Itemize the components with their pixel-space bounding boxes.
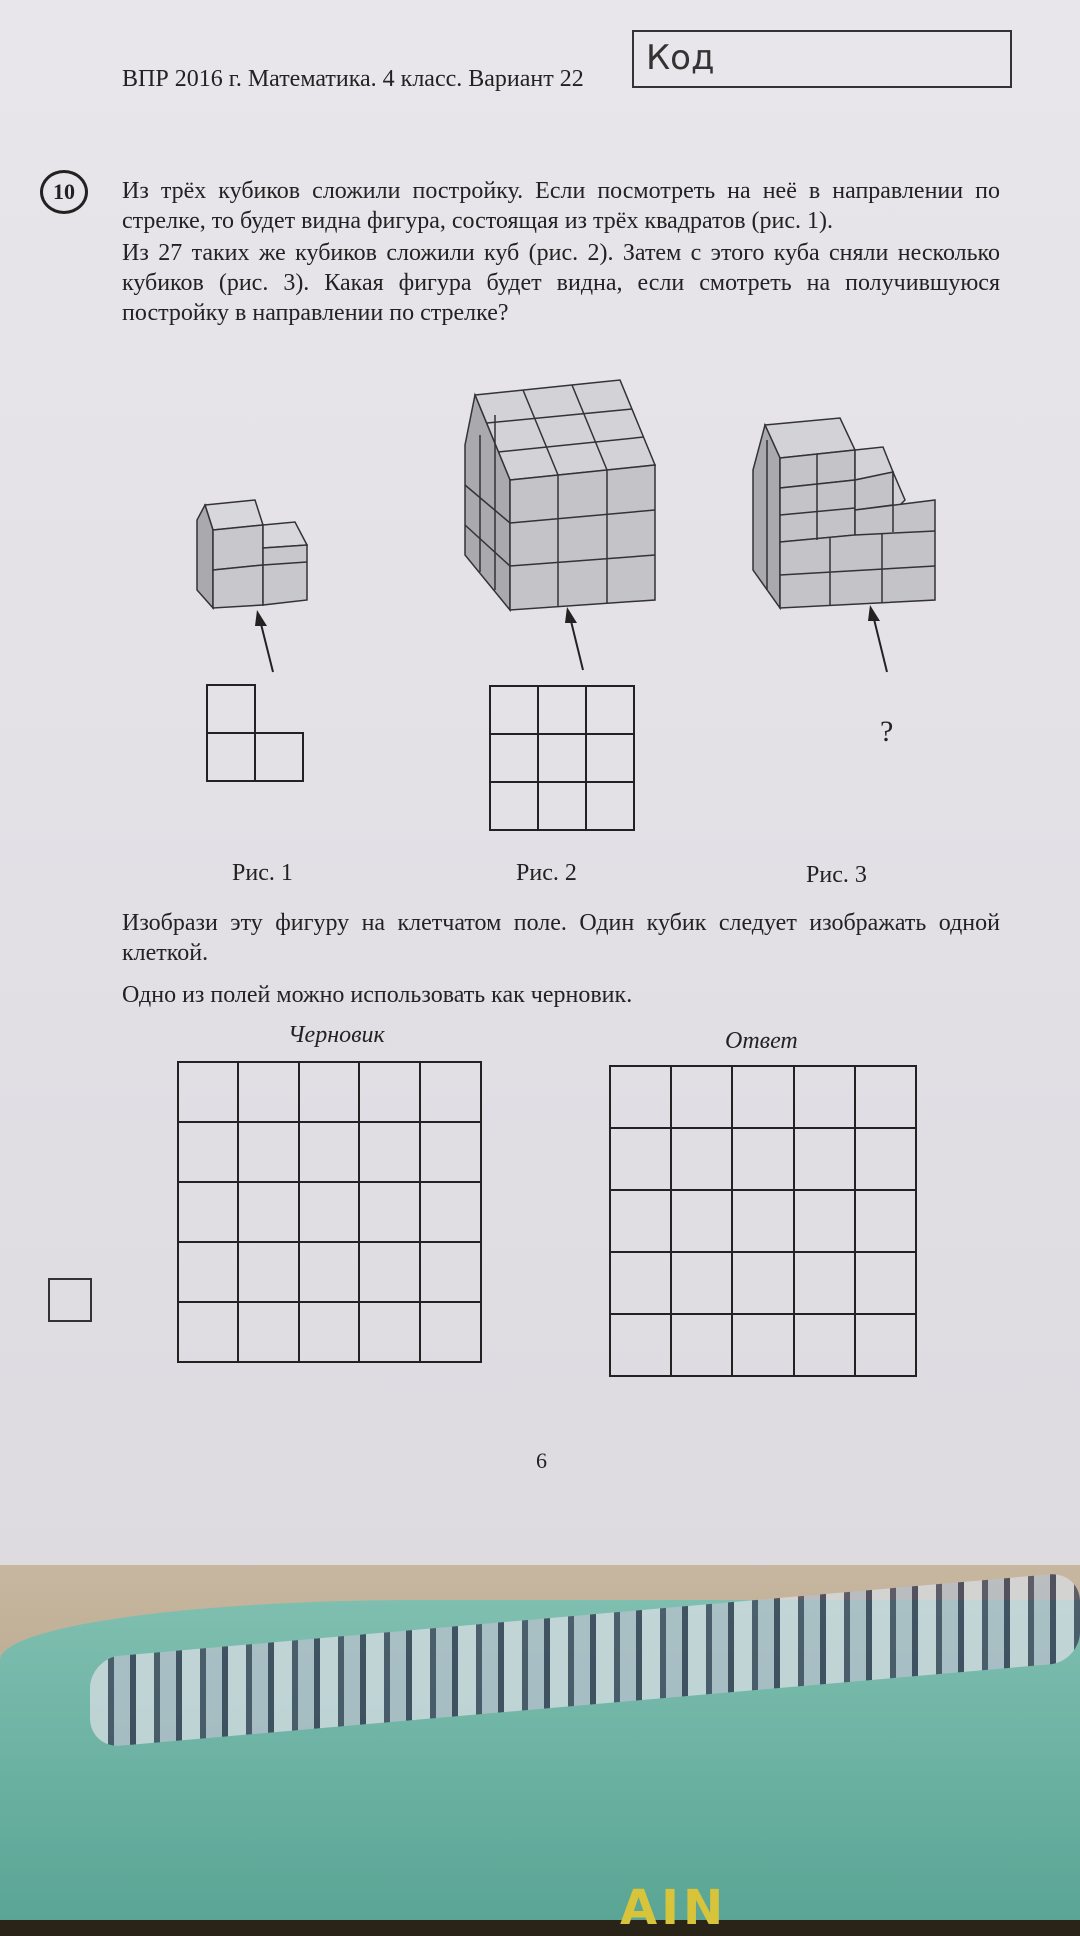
figure-1-arrow	[260, 620, 273, 672]
figure-3-question-mark: ?	[880, 715, 894, 748]
figure-1-drawing	[185, 480, 325, 680]
task-paragraph-1: Из трёх кубиков сложили постройку. Если посмотреть на неё в направлении по стрелке, то будет видна фигура, состоящая из трёх квадратов (рис. 1).	[122, 178, 1000, 234]
score-box[interactable]	[48, 1278, 92, 1322]
instruction-1: Изобрази эту фигуру на клетчатом поле. Один кубик следует изображать одной клеткой.	[122, 910, 1000, 966]
figure-3-drawing	[745, 410, 945, 680]
code-label: Код	[646, 38, 715, 78]
figure-2-arrow	[570, 617, 583, 670]
cloth-print: AIN	[620, 1880, 728, 1936]
answer-grid-title: Ответ	[725, 1028, 798, 1054]
figure-1-view	[205, 683, 305, 783]
figure-2-view	[488, 684, 638, 834]
figure-3-arrow	[873, 615, 887, 672]
figure-2-caption: Рис. 2	[516, 860, 577, 886]
page-number: 6	[536, 1448, 547, 1473]
figure-3-caption: Рис. 3	[806, 862, 867, 888]
figure-2-arrowhead	[565, 607, 577, 623]
figure-3-arrowhead	[868, 605, 880, 621]
code-box[interactable]	[632, 30, 1012, 88]
page-header-title: ВПР 2016 г. Математика. 4 класс. Вариант 22	[122, 66, 584, 92]
instruction-2: Одно из полей можно использовать как черновик.	[122, 982, 633, 1008]
draft-grid-title: Черновик	[288, 1022, 385, 1048]
figure-1-arrowhead	[255, 610, 267, 626]
figure-1-caption: Рис. 1	[232, 860, 293, 886]
task-number: 10	[40, 170, 88, 214]
figure-2-drawing	[455, 375, 665, 675]
answer-grid[interactable]	[608, 1064, 920, 1380]
task-paragraph-2: Из 27 таких же кубиков сложили куб (рис. 2). Затем с этого куба сняли несколько кубиков (рис. 3). Какая фигура будет видна, если смотреть на получившуюся постройку в направлении по стрелке?	[122, 240, 1000, 326]
draft-grid[interactable]	[176, 1060, 486, 1366]
figure-1-cubes	[197, 500, 307, 608]
